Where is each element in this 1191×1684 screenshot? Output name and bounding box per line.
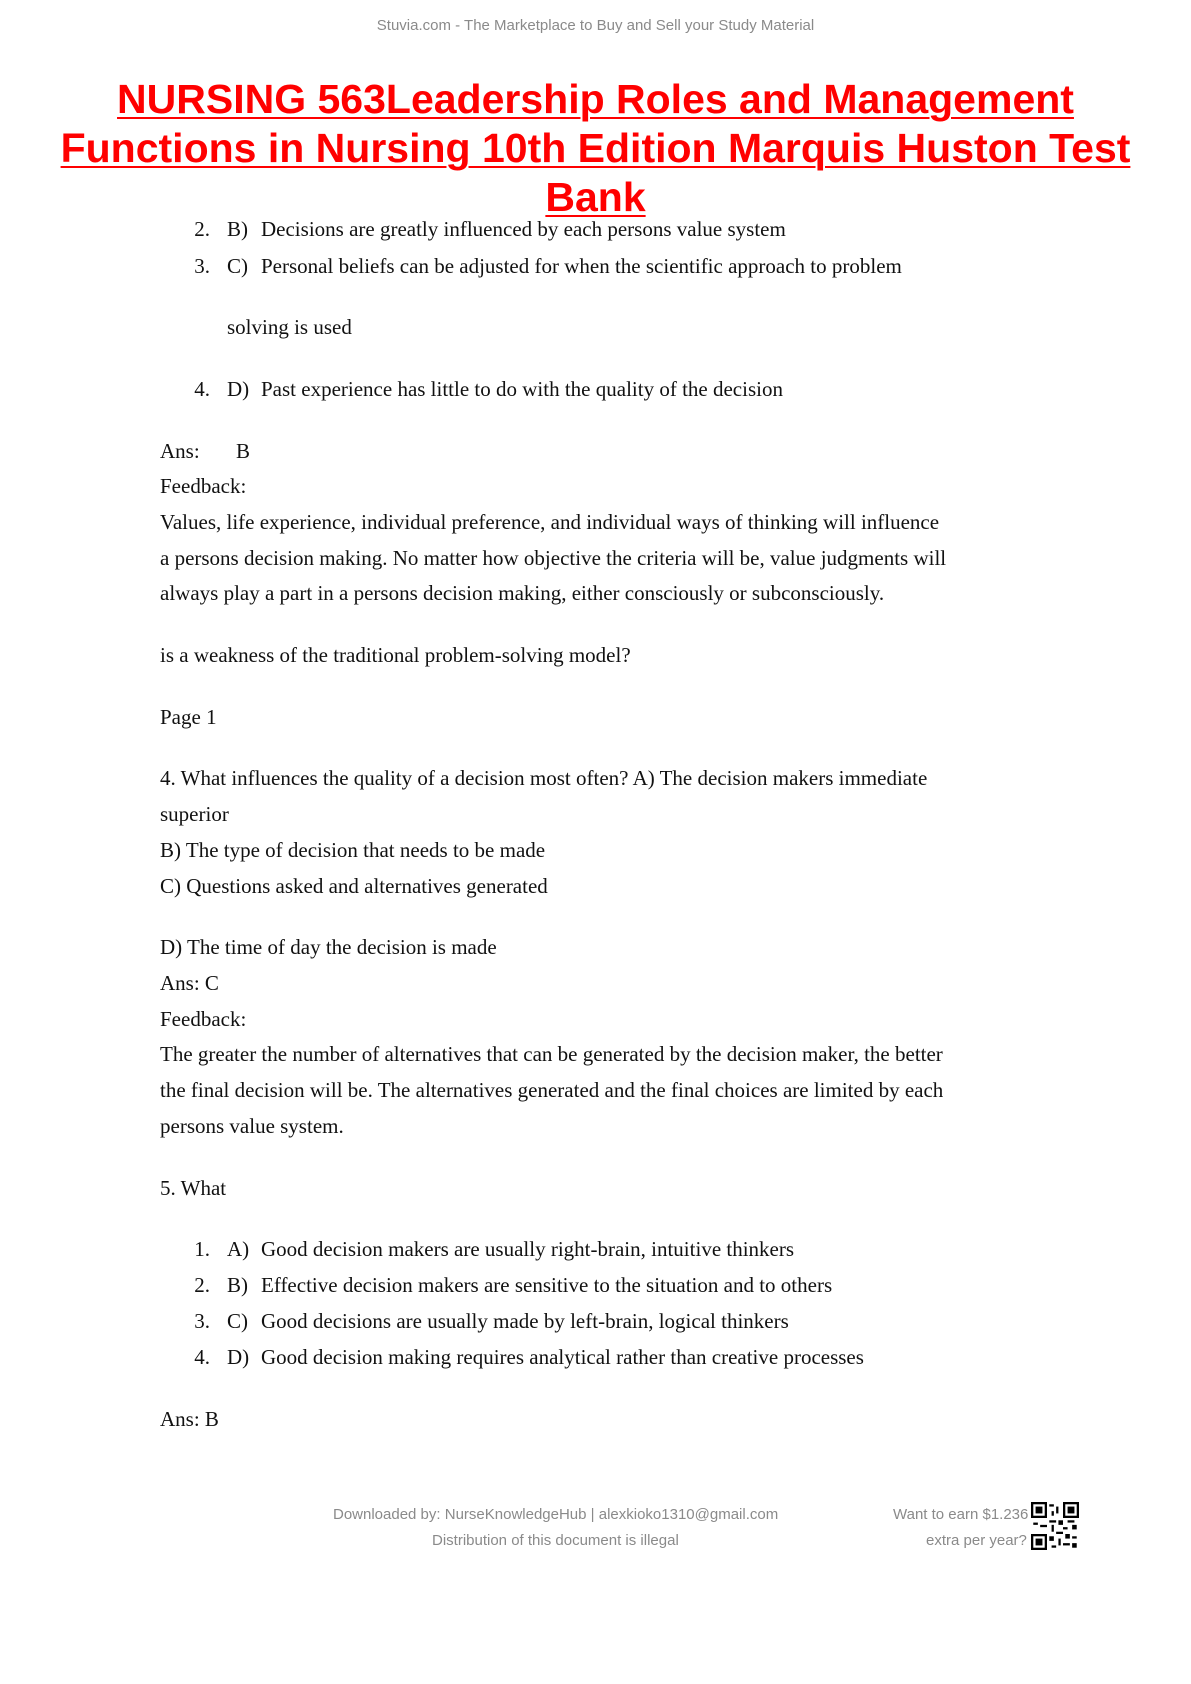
option-text: Effective decision makers are sensitive to the situation and to others — [261, 1273, 833, 1297]
feedback-line: a persons decision making. No matter how objective the criteria will be, value judgments will — [160, 546, 947, 570]
option-number: 3. — [194, 1309, 210, 1333]
option-number: 2. — [194, 1273, 210, 1297]
earn-promo-line[interactable]: extra per year? — [926, 1532, 1027, 1549]
option-text: Past experience has little to do with the quality of the decision — [261, 377, 783, 401]
option-text: C) Questions asked and alternatives generated — [160, 874, 548, 898]
document-title: NURSING 563Leadership Roles and Management Functions in Nursing 10th Edition Marquis Huston Test Bank — [60, 76, 1131, 220]
qr-code-icon[interactable] — [1031, 1502, 1079, 1550]
page-number: Page 1 — [160, 705, 217, 729]
feedback-label: Feedback: — [160, 474, 247, 498]
question-stem-continued: superior — [160, 802, 229, 826]
answer-line: Ans: B — [160, 1407, 219, 1431]
feedback-line: persons value system. — [160, 1114, 344, 1138]
option-letter: C) — [227, 1309, 248, 1333]
option-text: D) The time of day the decision is made — [160, 935, 497, 959]
option-text: B) The type of decision that needs to be made — [160, 838, 546, 862]
feedback-line: The greater the number of alternatives that can be generated by the decision maker, the better — [160, 1042, 943, 1066]
question-fragment: is a weakness of the traditional problem-solving model? — [160, 643, 631, 667]
option-letter: D) — [227, 377, 250, 401]
option-number: 2. — [194, 217, 210, 241]
option-letter: B) — [227, 217, 248, 241]
option-number: 4. — [194, 1345, 210, 1369]
question-stem: 5. What — [160, 1176, 227, 1200]
option-number: 3. — [194, 254, 210, 278]
distribution-notice: Distribution of this document is illegal — [432, 1532, 679, 1549]
option-text: Good decision making requires analytical rather than creative processes — [261, 1345, 864, 1369]
earn-promo-line[interactable]: Want to earn $1.236 — [893, 1506, 1029, 1523]
answer-value: B — [236, 439, 251, 463]
option-letter: C) — [227, 254, 248, 278]
stuvia-banner: Stuvia.com - The Marketplace to Buy and Sell your Study Material — [376, 17, 815, 34]
answer-line: Ans: C — [160, 971, 219, 995]
option-number: 1. — [194, 1237, 210, 1261]
question-stem: 4. What influences the quality of a decision most often? A) The decision makers immediate — [160, 766, 928, 790]
option-text-continued: solving is used — [227, 315, 352, 339]
option-text: Good decision makers are usually right-brain, intuitive thinkers — [261, 1237, 795, 1261]
option-text: Personal beliefs can be adjusted for when the scientific approach to problem — [261, 254, 902, 278]
option-letter: B) — [227, 1273, 248, 1297]
feedback-line: the final decision will be. The alternatives generated and the final choices are limited by each — [160, 1078, 944, 1102]
feedback-line: Values, life experience, individual preference, and individual ways of thinking will influence — [160, 510, 940, 534]
option-letter: D) — [227, 1345, 250, 1369]
downloaded-by-line: Downloaded by: NurseKnowledgeHub | alexkioko1310@gmail.com — [333, 1506, 779, 1523]
option-text: Decisions are greatly influenced by each persons value system — [261, 217, 786, 241]
option-number: 4. — [194, 377, 210, 401]
answer-label: Ans: — [160, 439, 200, 463]
option-text: Good decisions are usually made by left-brain, logical thinkers — [261, 1309, 789, 1333]
feedback-line: always play a part in a persons decision making, either consciously or subconsciously. — [160, 581, 885, 605]
feedback-label: Feedback: — [160, 1007, 247, 1031]
option-letter: A) — [227, 1237, 250, 1261]
